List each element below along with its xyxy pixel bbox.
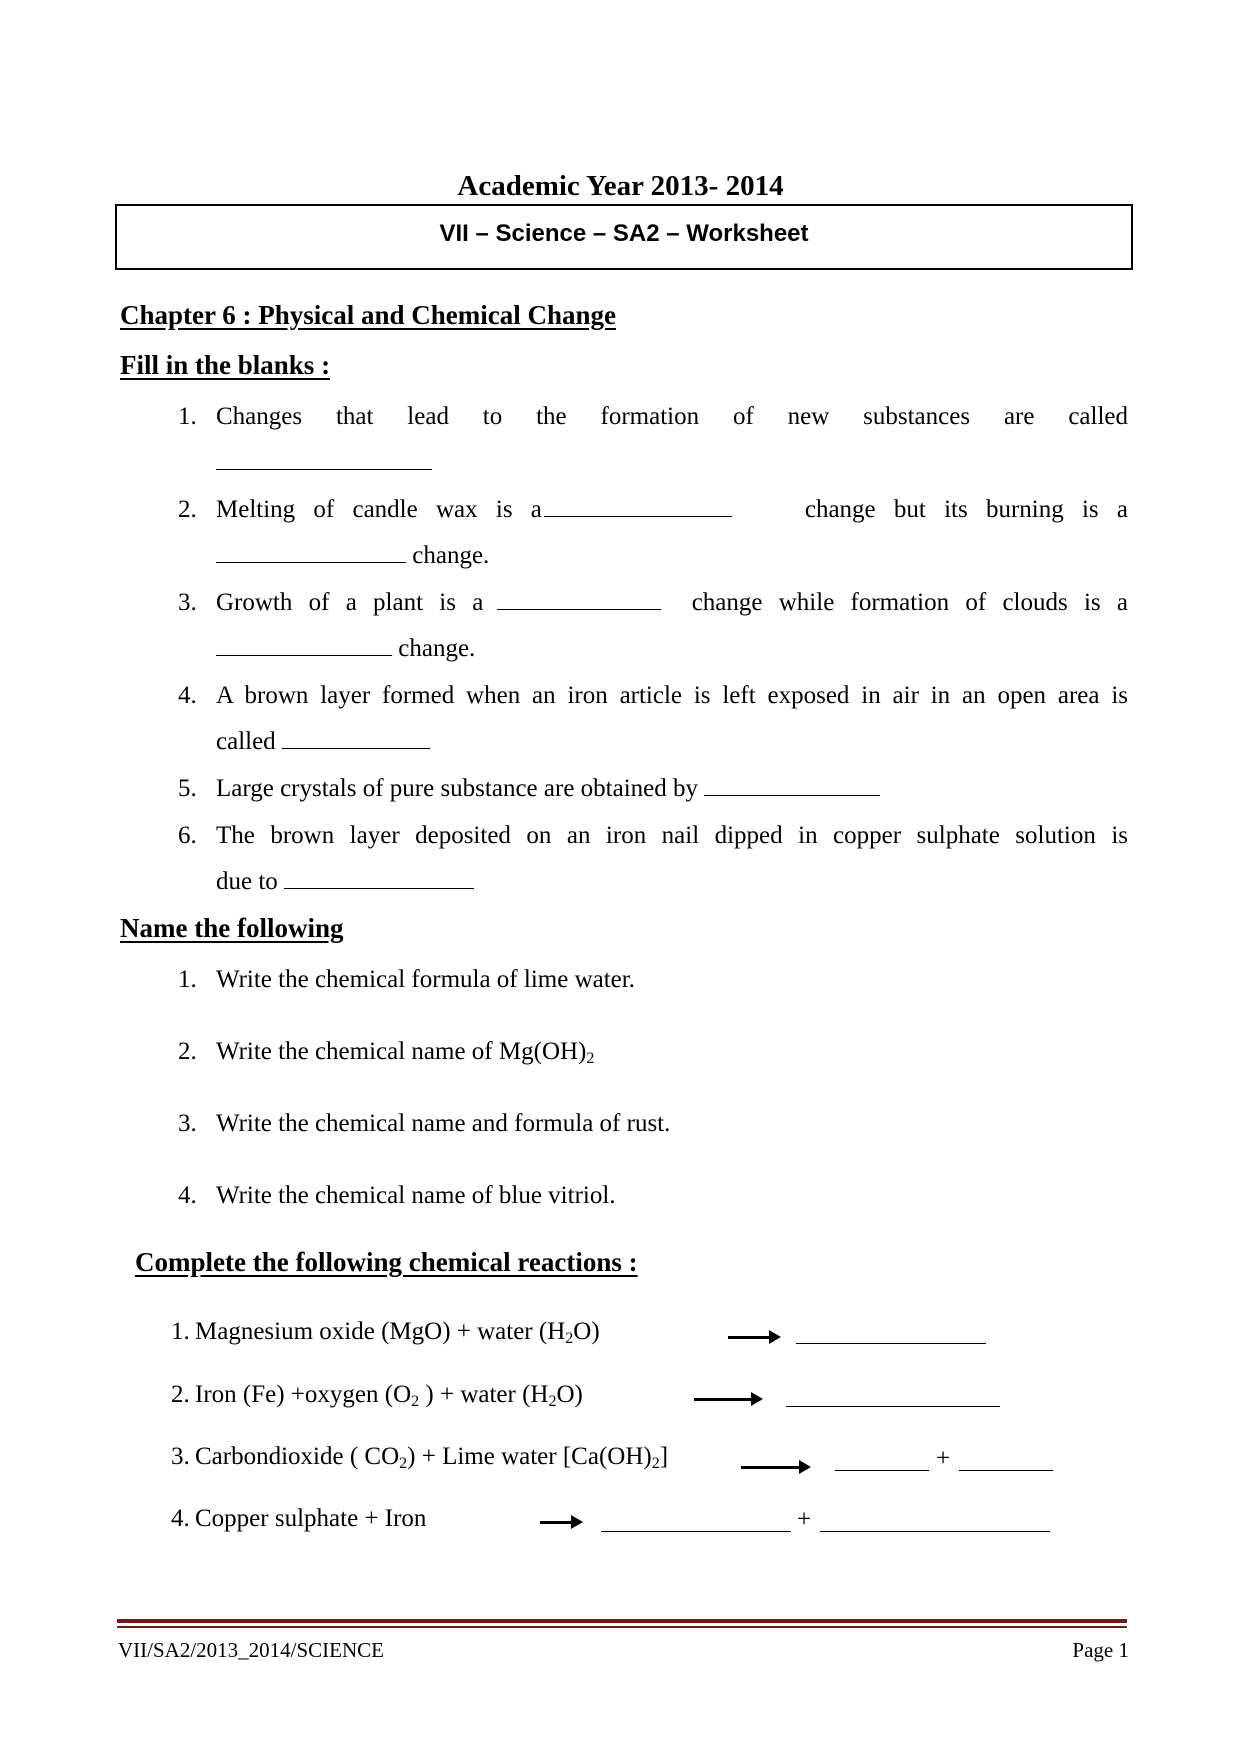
item-line: A brown layer formed when an iron article is left exposed in air in an open area is	[216, 682, 1128, 709]
item-number: 3.	[178, 1110, 197, 1137]
answer-blank[interactable]	[544, 494, 732, 517]
item-text-part: Growth of a plant is a	[216, 589, 484, 616]
item-line	[216, 533, 1128, 579]
item-text: Write the chemical formula of lime water.	[216, 966, 635, 993]
item-text: Write the chemical name and formula of rust.	[216, 1110, 671, 1137]
reaction-text-part: O)	[573, 1318, 600, 1345]
fill-item-3	[178, 580, 1128, 672]
item-text-part: change while formation of clouds is a	[691, 589, 1128, 616]
worksheet-subtitle: VII – Science – SA2 – Worksheet	[439, 220, 809, 247]
item-text-part: Melting of candle wax is a	[216, 496, 542, 523]
fill-item-4	[178, 673, 1128, 765]
answer-blank[interactable]	[959, 1470, 1053, 1471]
item-text	[216, 394, 1128, 486]
item-text-part: Write the chemical name of Mg(OH)	[216, 1038, 587, 1065]
subscript: 2	[565, 1330, 574, 1347]
reaction-arrow	[728, 1336, 778, 1339]
fill-item-5	[178, 766, 1128, 812]
subscript: 2	[651, 1455, 660, 1472]
footer-code: VII/SA2/2013_2014/SCIENCE	[118, 1638, 385, 1662]
reaction-text-part: O)	[556, 1381, 583, 1408]
subscript: 2	[399, 1455, 408, 1472]
item-number: 4.	[178, 682, 197, 709]
item-text	[216, 1029, 1128, 1075]
item-number: 1.	[178, 403, 197, 430]
reaction-text	[195, 1437, 668, 1477]
answer-blank[interactable]	[835, 1470, 929, 1471]
item-number: 4.	[171, 1505, 190, 1532]
name-item-3	[178, 1101, 1128, 1147]
fill-item-1	[178, 394, 1128, 486]
reaction-arrow	[540, 1521, 580, 1524]
page-title: Academic Year 2013- 2014	[457, 170, 784, 202]
item-line	[216, 719, 1128, 765]
item-text-part: change.	[412, 542, 490, 569]
reaction-text-part: Iron (Fe) +oxygen (O	[195, 1381, 412, 1408]
answer-blank[interactable]	[497, 587, 661, 610]
reaction-text: Copper sulphate + Iron	[195, 1505, 427, 1532]
chapter-heading: Chapter 6 : Physical and Chemical Change	[120, 300, 617, 330]
reaction-text-part: ) + water (H	[419, 1381, 549, 1408]
item-text	[216, 813, 1128, 905]
item-text-part: Large crystals of pure substance are obtained by	[216, 775, 698, 802]
reaction-text-part: ) + Lime water [Ca(OH)	[407, 1443, 652, 1470]
item-number: 2.	[171, 1381, 190, 1408]
reaction-text-part: ]	[659, 1443, 669, 1470]
plus-sign: +	[936, 1445, 951, 1472]
page-number: Page 1	[1072, 1638, 1129, 1662]
item-number: 2.	[178, 496, 197, 523]
item-text: Write the chemical name of blue vitriol.	[216, 1182, 616, 1209]
item-line	[216, 440, 1128, 486]
item-line: Changes that lead to the formation of new substances are called	[216, 403, 1128, 430]
answer-blank[interactable]	[216, 540, 406, 563]
reaction-text	[195, 1375, 583, 1415]
footer-divider	[117, 1619, 1127, 1623]
name-item-4	[178, 1173, 1128, 1219]
answer-blank[interactable]	[282, 726, 430, 749]
item-number: 4.	[178, 1182, 197, 1209]
subscript: 2	[548, 1393, 557, 1410]
plus-sign: +	[797, 1506, 812, 1533]
reactions-heading: Complete the following chemical reactions :	[135, 1247, 638, 1277]
item-line	[216, 626, 1128, 672]
item-text	[216, 766, 1128, 812]
subscript: 2	[586, 1050, 595, 1067]
answer-blank[interactable]	[786, 1406, 1000, 1407]
item-text-part: change.	[398, 635, 476, 662]
reaction-arrow	[694, 1398, 760, 1401]
fill-item-2	[178, 487, 1128, 579]
answer-blank[interactable]	[601, 1531, 791, 1532]
reaction-text-part: Magnesium oxide (MgO) + water (H	[195, 1318, 566, 1345]
name-item-1	[178, 957, 1128, 1003]
answer-blank[interactable]	[284, 866, 474, 889]
item-line	[216, 766, 1128, 812]
item-line: The brown layer deposited on an iron nail dipped in copper sulphate solution is	[216, 822, 1128, 849]
subscript: 2	[411, 1393, 420, 1410]
answer-blank[interactable]	[216, 447, 432, 470]
answer-blank[interactable]	[216, 633, 392, 656]
item-number: 2.	[178, 1038, 197, 1065]
answer-blank[interactable]	[704, 773, 880, 796]
item-text-part: due to	[216, 868, 278, 895]
item-text	[216, 580, 1128, 672]
fill-item-6	[178, 813, 1128, 905]
item-number: 3.	[178, 589, 197, 616]
item-text	[216, 487, 1128, 579]
footer-divider-thin	[117, 1626, 1127, 1628]
item-number: 5.	[178, 775, 197, 802]
reaction-text-part: Carbondioxide ( CO	[195, 1443, 400, 1470]
name-item-2	[178, 1029, 1128, 1075]
subtitle-box	[115, 204, 1133, 270]
item-number: 1.	[171, 1318, 190, 1345]
item-line	[216, 859, 1128, 905]
item-text-part: change but its burning is a	[804, 496, 1128, 523]
reaction-text	[195, 1312, 600, 1352]
item-line	[216, 580, 1128, 626]
reaction-arrow	[741, 1466, 808, 1469]
item-number: 3.	[171, 1443, 190, 1470]
fill-blanks-heading: Fill in the blanks :	[120, 350, 331, 380]
item-line	[216, 487, 1128, 533]
item-number: 1.	[178, 966, 197, 993]
answer-blank[interactable]	[796, 1343, 986, 1344]
item-number: 6.	[178, 822, 197, 849]
answer-blank[interactable]	[820, 1531, 1050, 1532]
item-text-part: called	[216, 728, 276, 755]
name-following-heading: Name the following	[120, 913, 344, 943]
item-text	[216, 673, 1128, 765]
